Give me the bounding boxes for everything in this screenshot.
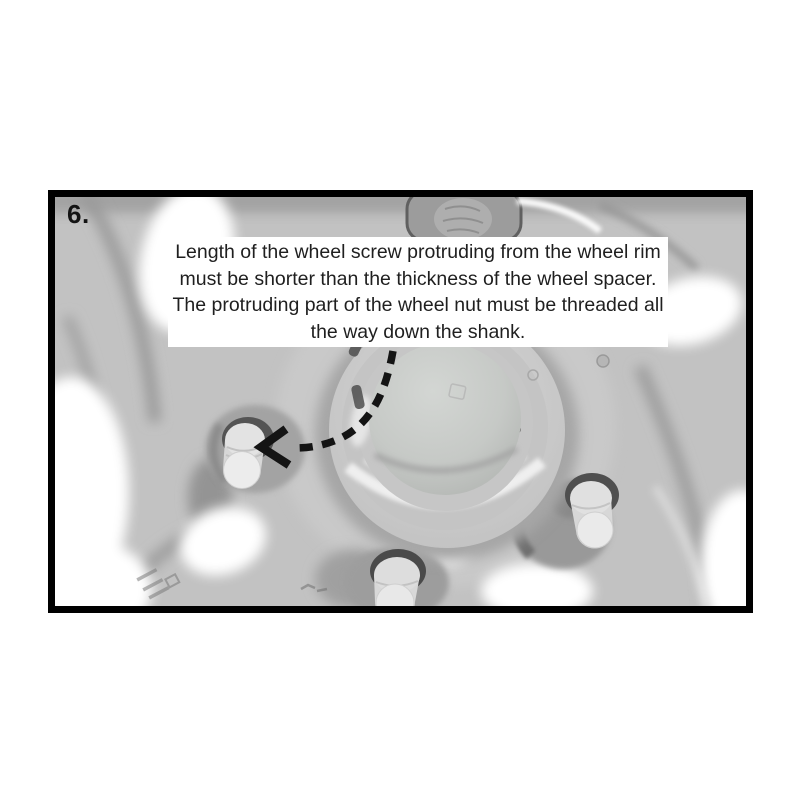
caption-box — [168, 237, 668, 347]
step-number: 6. — [67, 199, 90, 229]
caption-line-3: The protruding part of the wheel nut must be threaded all — [172, 294, 664, 316]
caption-line-1: Length of the wheel screw protruding from the wheel rim — [175, 241, 661, 263]
caption-line-4: the way down the shank. — [310, 320, 526, 343]
instruction-step-panel — [48, 190, 753, 613]
caption-line-2: must be shorter than the thickness of the wheel spacer. — [179, 267, 657, 290]
